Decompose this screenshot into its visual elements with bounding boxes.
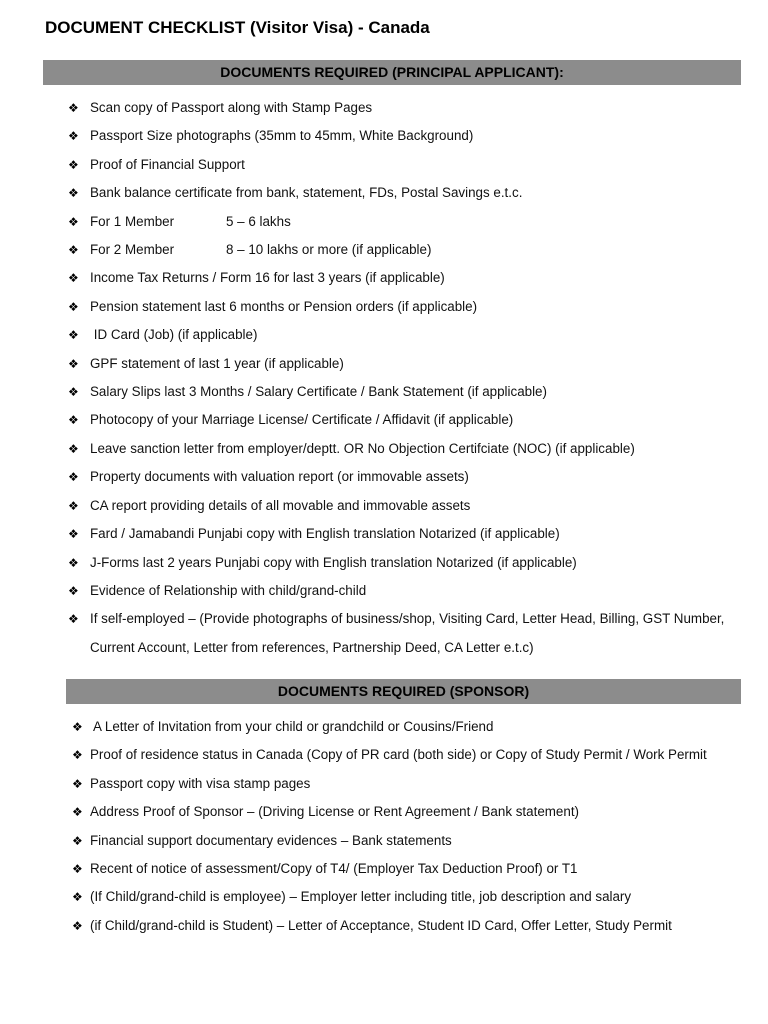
list-item-text: Proof of residence status in Canada (Copy of PR card (both side) or Copy of Study Permit / Work Permit: [90, 747, 707, 763]
member-count-label: For 1 Member: [90, 213, 175, 229]
list-item-text: Salary Slips last 3 Months / Salary Certificate / Bank Statement (if applicable): [90, 384, 547, 400]
list-item: [72, 883, 758, 911]
list-item: [72, 827, 758, 855]
diamond-bullet-icon: ❖: [72, 918, 83, 933]
list-item: [68, 151, 758, 179]
list-item-text: A Letter of Invitation from your child or grandchild or Cousins/Friend: [90, 719, 494, 734]
list-item-text: Fard / Jamabandi Punjabi copy with English translation Notarized (if applicable): [90, 526, 560, 542]
diamond-bullet-icon: ❖: [68, 328, 79, 343]
diamond-bullet-icon: ❖: [68, 157, 79, 172]
diamond-bullet-icon: ❖: [68, 583, 79, 598]
list-item: [72, 770, 758, 798]
sponsor-heading: DOCUMENTS REQUIRED (SPONSOR): [66, 679, 741, 704]
diamond-bullet-icon: ❖: [68, 470, 79, 485]
list-item: [68, 293, 758, 321]
member-count-label: For 2 Member: [90, 242, 175, 258]
diamond-bullet-icon: ❖: [68, 385, 79, 400]
list-item: [68, 122, 758, 150]
diamond-bullet-icon: ❖: [68, 129, 79, 144]
list-item-text: Address Proof of Sponsor – (Driving License or Rent Agreement / Bank statement): [90, 804, 579, 820]
list-item-text: If self-employed – (Provide photographs of business/shop, Visiting Card, Letter Head, Billing, GST Number, Current Account, Letter from references, Partnership Deed, CA Letter e.t.c): [90, 611, 725, 655]
diamond-bullet-icon: ❖: [72, 805, 83, 820]
diamond-bullet-icon: ❖: [72, 833, 83, 848]
list-item-text: (if Child/grand-child is Student) – Letter of Acceptance, Student ID Card, Offer Letter, Study Permit: [90, 917, 672, 933]
principal-applicant-list: [68, 94, 758, 662]
list-item: [68, 463, 758, 491]
diamond-bullet-icon: ❖: [68, 527, 79, 542]
diamond-bullet-icon: ❖: [68, 299, 79, 314]
diamond-bullet-icon: ❖: [68, 214, 79, 229]
list-item: [68, 350, 758, 378]
diamond-bullet-icon: ❖: [68, 612, 79, 627]
list-item: [68, 236, 758, 264]
diamond-bullet-icon: ❖: [68, 101, 79, 115]
list-item-text: GPF statement of last 1 year (if applicable): [90, 355, 344, 371]
diamond-bullet-icon: ❖: [68, 243, 79, 258]
list-item-text: CA report providing details of all movable and immovable assets: [90, 497, 471, 513]
list-item-text: Pension statement last 6 months or Pension orders (if applicable): [90, 298, 478, 314]
list-item-text: Financial support documentary evidences – Bank statements: [90, 832, 452, 848]
list-item: [72, 713, 758, 741]
diamond-bullet-icon: ❖: [68, 186, 79, 201]
diamond-bullet-icon: ❖: [72, 890, 83, 905]
list-item-text: Income Tax Returns / Form 16 for last 3 years (if applicable): [90, 270, 445, 286]
list-item: [68, 605, 758, 662]
member-amount-value: 8 – 10 lakhs or more (if applicable): [226, 242, 432, 258]
list-item: [68, 549, 758, 577]
list-item: [68, 406, 758, 434]
list-item: [72, 741, 758, 769]
diamond-bullet-icon: ❖: [72, 720, 83, 734]
list-item-text: Property documents with valuation report (or immovable assets): [90, 469, 469, 485]
list-item-text: Photocopy of your Marriage License/ Certificate / Affidavit (if applicable): [90, 412, 514, 428]
diamond-bullet-icon: ❖: [68, 555, 79, 570]
member-amount-value: 5 – 6 lakhs: [226, 213, 291, 229]
list-item-text: Passport copy with visa stamp pages: [90, 775, 311, 791]
diamond-bullet-icon: ❖: [68, 413, 79, 428]
list-item: [72, 798, 758, 826]
list-item: [68, 378, 758, 406]
diamond-bullet-icon: ❖: [72, 862, 83, 877]
list-item-text: Proof of Financial Support: [90, 156, 245, 172]
principal-applicant-heading: DOCUMENTS REQUIRED (PRINCIPAL APPLICANT):: [43, 60, 741, 85]
diamond-bullet-icon: ❖: [72, 776, 83, 791]
list-item-text: Bank balance certificate from bank, statement, FDs, Postal Savings e.t.c.: [90, 185, 523, 201]
list-item: [72, 855, 758, 883]
diamond-bullet-icon: ❖: [72, 748, 83, 763]
list-item-text: Scan copy of Passport along with Stamp Pages: [90, 100, 373, 115]
list-item: [68, 94, 758, 122]
list-item-text: Recent of notice of assessment/Copy of T4/ (Employer Tax Deduction Proof) or T1: [90, 861, 578, 877]
list-item: [68, 208, 758, 236]
list-item: [68, 179, 758, 207]
diamond-bullet-icon: ❖: [68, 498, 79, 513]
list-item: [68, 321, 758, 349]
list-item: [68, 264, 758, 292]
list-item-text: Evidence of Relationship with child/grand-child: [90, 582, 367, 598]
list-item: [72, 912, 758, 940]
list-item: [68, 492, 758, 520]
sponsor-list: [72, 713, 758, 940]
list-item-text: J-Forms last 2 years Punjabi copy with English translation Notarized (if applicable): [90, 554, 577, 570]
diamond-bullet-icon: ❖: [68, 356, 79, 371]
list-item-text: (If Child/grand-child is employee) – Employer letter including title, job description and salary: [90, 889, 632, 905]
list-item-text: ID Card (Job) (if applicable): [90, 327, 258, 343]
list-item-text: Leave sanction letter from employer/deptt. OR No Objection Certifciate (NOC) (if applicable): [90, 440, 635, 456]
list-item: [68, 577, 758, 605]
diamond-bullet-icon: ❖: [68, 441, 79, 456]
list-item: [68, 520, 758, 548]
document-title: DOCUMENT CHECKLIST (Visitor Visa) - Canada: [45, 18, 430, 37]
list-item-text: Passport Size photographs (35mm to 45mm, White Background): [90, 128, 474, 144]
diamond-bullet-icon: ❖: [68, 271, 79, 286]
list-item: [68, 435, 758, 463]
